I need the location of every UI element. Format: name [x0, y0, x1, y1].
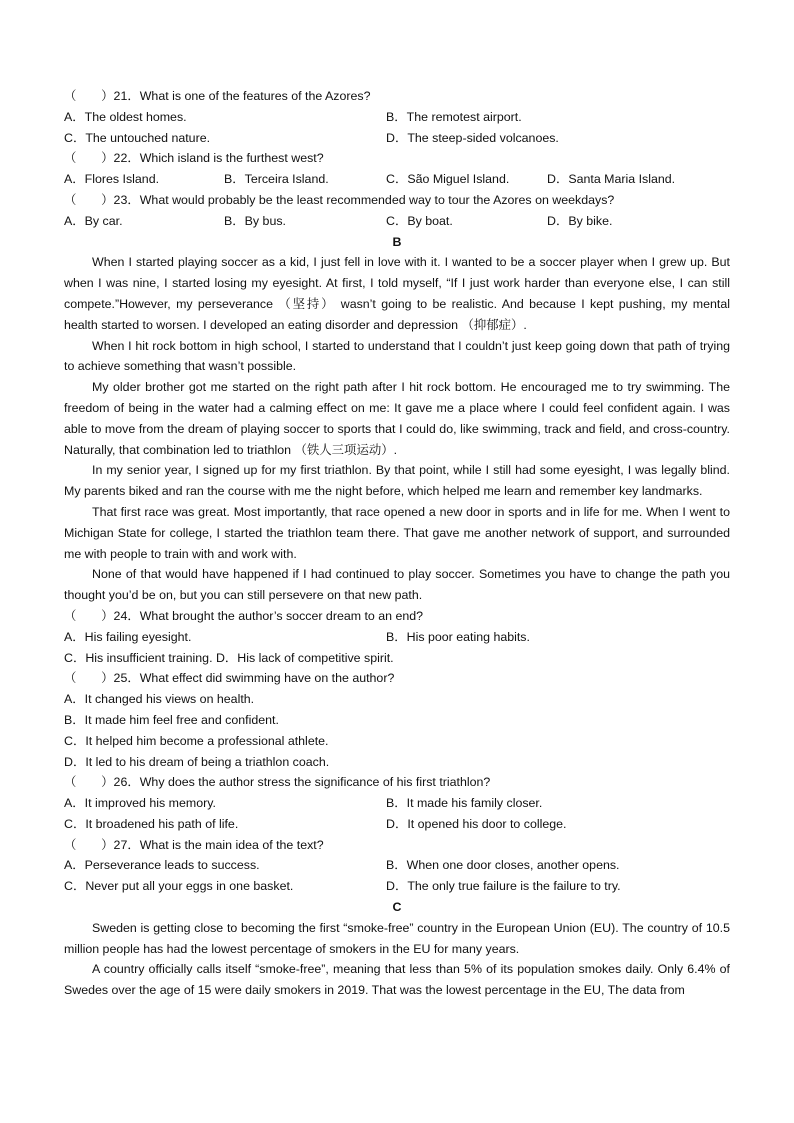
paragraph: That first race was great. Most importantly, that race opened a new door in sports and in life for me. When I went to Michigan State for college, I started the triathlon team there. That gave me another network of support, and surrounded me with people to train with and work with.	[64, 504, 730, 561]
section-heading-c: C	[392, 900, 402, 915]
option-b: B．The remotest airport.	[386, 109, 522, 124]
option-d: D．It opened his door to college.	[386, 816, 567, 831]
options-row	[64, 128, 730, 149]
option-a: A．His failing eyesight.	[64, 629, 192, 644]
option-a: A．By car.	[64, 213, 123, 228]
question-23: （ ）23．What would probably be the least recommended way to tour the Azores on weekdays?	[64, 192, 615, 207]
option-d: D．The only true failure is the failure to try.	[386, 879, 621, 894]
options-row	[64, 855, 730, 876]
option-d: D．It led to his dream of being a triathlon coach.	[64, 754, 330, 769]
option-a: A．It improved his memory.	[64, 796, 216, 811]
paragraph: My older brother got me started on the right path after I hit rock bottom. He encouraged me to try swimming. The freedom of being in the water had a calming effect on me: It gave me a place where I could feel confident again. I was able to move from the dream of playing soccer to sports that I could do, like swimming, track and field, and cross-country. Naturally, that combination led to triathlon （铁人三项运动）.	[64, 380, 730, 457]
options-row	[64, 107, 730, 128]
section-heading-b: B	[392, 234, 402, 249]
paragraph: When I started playing soccer as a kid, I just fell in love with it. I wanted to be a soccer player when I grew up. But when I was nine, I started losing my eyesight. At first, I told myself, “If I just work harder than everyone else, I can still compete.”However, my perseverance （坚持） wasn’t going to be realistic. And because I kept pushing, my mental health started to worsen. I developed an eating disorder and depression （抑郁症）.	[64, 255, 730, 332]
paragraph: In my senior year, I signed up for my first triathlon. By that point, while I still had some eyesight, I was legally blind. My parents biked and ran the course with me the night before, which helped me learn and remember key landmarks.	[64, 463, 730, 499]
option-a: A．It changed his views on health.	[64, 692, 255, 707]
question-22: （ ）22．Which island is the furthest west?	[64, 151, 324, 166]
paragraph: A country officially calls itself “smoke-free”, meaning that less than 5% of its population smokes daily. Only 6.4% of Swedes over the age of 15 were daily smokers in 2019. That was the lowest percentage in the EU, The data from	[64, 962, 730, 998]
options-row	[64, 211, 730, 232]
option-a: A．Flores Island.	[64, 172, 160, 187]
option-c: C．Never put all your eggs in one basket.	[64, 879, 294, 894]
question-24: （ ）24．What brought the author’s soccer dream to an end?	[64, 608, 424, 623]
option-d: D．The steep-sided volcanoes.	[386, 130, 559, 145]
option-a: A．The oldest homes.	[64, 109, 187, 124]
option-d: D．Santa Maria Island.	[547, 172, 676, 187]
option-c: C．It helped him become a professional athlete.	[64, 733, 329, 748]
option-cd: C．His insufficient training. D．His lack of competitive spirit.	[64, 650, 394, 665]
option-b: B．It made him feel free and confident.	[64, 712, 279, 727]
question-26: （ ）26．Why does the author stress the significance of his first triathlon?	[64, 775, 491, 790]
options-row	[64, 627, 730, 648]
option-c: C．By boat.	[386, 213, 453, 228]
option-b: B．It made his family closer.	[386, 796, 543, 811]
question-25: （ ）25．What effect did swimming have on the author?	[64, 671, 395, 686]
paragraph: When I hit rock bottom in high school, I started to understand that I couldn’t just keep going down that path of trying to achieve something that wasn’t possible.	[64, 338, 730, 374]
option-b: B．By bus.	[224, 213, 286, 228]
question-21: （ ）21．What is one of the features of the Azores?	[64, 89, 371, 103]
paragraph: None of that would have happened if I had continued to play soccer. Sometimes you have to change the path you thought you’d be on, but you can still persevere on that new path.	[64, 567, 730, 603]
paragraph: Sweden is getting close to becoming the first “smoke-free” country in the European Union (EU). The country of 10.5 million people has had the lowest percentage of smokers in the EU for many years.	[64, 920, 730, 956]
exam-page	[64, 86, 730, 1001]
option-c: C．São Miguel Island.	[386, 172, 510, 187]
options-row	[64, 876, 730, 897]
options-row	[64, 793, 730, 814]
option-d: D．By bike.	[547, 213, 613, 228]
options-row	[64, 169, 730, 190]
option-b: B．When one door closes, another opens.	[386, 858, 620, 873]
option-c: C．It broadened his path of life.	[64, 816, 239, 831]
option-a: A．Perseverance leads to success.	[64, 858, 260, 873]
option-b: B．Terceira Island.	[224, 172, 329, 187]
option-c: C．The untouched nature.	[64, 130, 211, 145]
question-27: （ ）27．What is the main idea of the text?	[64, 837, 324, 852]
options-row	[64, 814, 730, 835]
option-b: B．His poor eating habits.	[386, 629, 530, 644]
